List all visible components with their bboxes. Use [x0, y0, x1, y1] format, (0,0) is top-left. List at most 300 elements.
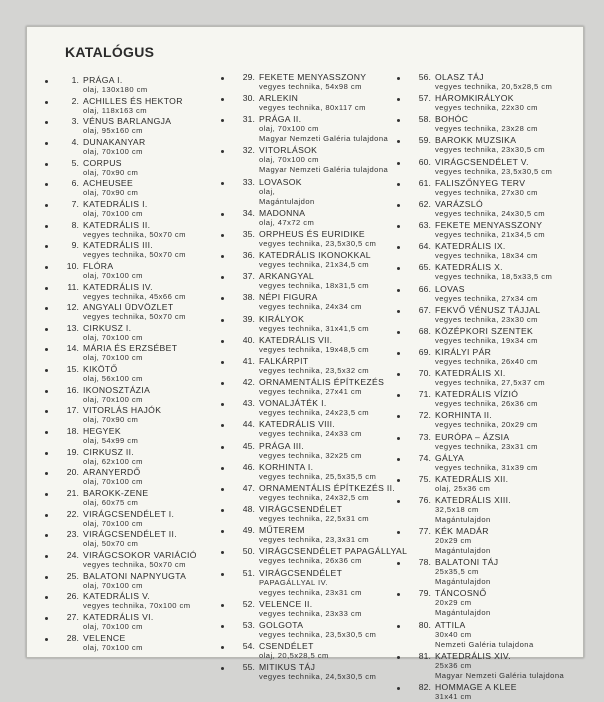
entry-title: VÉNUS BARLANGJA	[83, 116, 172, 126]
entry-title: ORNAMENTÁLIS ÉPÍTKEZÉS II.	[259, 483, 396, 493]
entry-medium: olaj, 47x72 cm	[259, 218, 315, 227]
bullet-mark	[397, 267, 400, 270]
entry-number: 67.	[418, 305, 431, 315]
entry-number: 30.	[242, 93, 255, 103]
entry-number: 15.	[66, 364, 79, 374]
bullet-mark	[221, 150, 224, 153]
entry-number: 40.	[242, 335, 255, 345]
bullet-mark	[221, 340, 224, 343]
bullet-mark	[397, 246, 400, 249]
entry-title: VIRÁGCSENDÉLET II.	[83, 529, 178, 539]
entry-medium: vegyes technika, 50x70 cm	[83, 250, 186, 259]
entry-number: 17.	[66, 405, 79, 415]
entry-detail: Magántulajdon	[435, 608, 491, 617]
entry-title: KATEDRÁLIS IX.	[435, 241, 506, 251]
entry-medium: olaj, 54x99 cm	[83, 436, 139, 445]
entry-title: KIRÁLYI PÁR	[435, 347, 492, 357]
entry-medium: 25x36 cm	[435, 661, 472, 670]
bullet-mark	[221, 646, 224, 649]
entry-detail: Magántulajdon	[435, 577, 491, 586]
entry-medium: olaj, 20,5x28,5 cm	[259, 651, 329, 660]
entry-title: MITIKUS TÁJ	[259, 662, 316, 672]
entry-medium: vegyes technika, 50x70 cm	[83, 560, 186, 569]
bullet-mark	[45, 452, 48, 455]
bullet-mark	[45, 121, 48, 124]
entry-medium: vegyes technika, 45x66 cm	[83, 292, 186, 301]
entry-title: VELENCE II.	[259, 599, 313, 609]
bullet-mark	[45, 328, 48, 331]
entry-detail: Magántulajdon	[259, 197, 315, 206]
entry-number: 10.	[66, 261, 79, 271]
entry-number: 74.	[418, 453, 431, 463]
bullet-mark	[397, 204, 400, 207]
bullet-mark	[397, 331, 400, 334]
entry-number: 75.	[418, 474, 431, 484]
entry-medium: olaj, 56x100 cm	[83, 374, 143, 383]
bullet-mark	[397, 289, 400, 292]
entry-medium: olaj, 70x100 cm	[83, 477, 143, 486]
entry-medium: vegyes technika, 26x40 cm	[435, 357, 538, 366]
bullet-mark	[45, 142, 48, 145]
bullet-mark	[397, 415, 400, 418]
entry-medium: olaj, 62x100 cm	[83, 457, 143, 466]
entry-title: BALATONI NAPNYUGTA	[83, 571, 187, 581]
bullet-mark	[397, 625, 400, 628]
bullet-mark	[397, 98, 400, 101]
entry-medium: vegyes technika, 23x31 cm	[435, 442, 538, 451]
entry-number: 12.	[66, 302, 79, 312]
entry-medium: olaj, 50x70 cm	[83, 539, 139, 548]
bullet-mark	[45, 390, 48, 393]
entry-title: KATEDRÁLIS IKONOKKAL	[259, 250, 371, 260]
entry-title: VITORLÁSOK	[259, 145, 318, 155]
bullet-mark	[221, 604, 224, 607]
bullet-mark	[397, 458, 400, 461]
bullet-mark	[221, 625, 224, 628]
entry-medium: vegyes technika, 24x30,5 cm	[435, 209, 546, 218]
entry-medium: 30x40 cm	[435, 630, 472, 639]
bullet-mark	[397, 562, 400, 565]
entry-medium: olaj, 118x163 cm	[83, 106, 148, 115]
bullet-mark	[397, 310, 400, 313]
entry-number: 21.	[66, 488, 79, 498]
entry-number: 8.	[71, 220, 79, 230]
entry-number: 52.	[242, 599, 255, 609]
entry-title: KATEDRÁLIS XII.	[435, 474, 509, 484]
entry-title: FALISZŐNYEG TERV	[435, 178, 526, 188]
bullet-mark	[397, 225, 400, 228]
entry-medium: vegyes technika, 23x30,5 cm	[435, 145, 546, 154]
entry-title: CORPUS	[83, 158, 122, 168]
bullet-mark	[45, 163, 48, 166]
entry-title: VIRÁGCSENDÉLET PAPAGÁLLYAL	[259, 546, 408, 556]
entry-title: ORNAMENTÁLIS ÉPÍTKEZÉS	[259, 377, 385, 387]
entry-medium: olaj, 70x90 cm	[83, 188, 139, 197]
bullet-mark	[45, 576, 48, 579]
entry-medium: vegyes technika, 26x36 cm	[435, 399, 538, 408]
entry-medium: vegyes technika, 27x34 cm	[435, 294, 538, 303]
entry-medium: vegyes technika, 24,5x30,5 cm	[259, 672, 377, 681]
entry-number: 45.	[242, 441, 255, 451]
entry-title: FLÓRA	[83, 261, 114, 271]
bullet-mark	[45, 80, 48, 83]
entry-title: LOVAS	[435, 284, 465, 294]
entry-title: FEKETE MENYASSZONY	[435, 220, 543, 230]
entry-title: KÉK MADÁR	[435, 526, 489, 536]
entry-title: VIRÁGCSENDÉLET	[259, 504, 343, 514]
entry-title: BALATONI TÁJ	[435, 557, 499, 567]
entry-medium: vegyes technika, 50x70 cm	[83, 312, 186, 321]
entry-number: 76.	[418, 495, 431, 505]
entry-title: ATTILA	[435, 620, 466, 630]
entry-medium: 32,5x18 cm	[435, 505, 479, 514]
entry-medium: vegyes technika, 32x25 cm	[259, 451, 362, 460]
entry-number: 39.	[242, 314, 255, 324]
entry-title: KIRÁLYOK	[259, 314, 305, 324]
entry-number: 47.	[242, 483, 255, 493]
entry-medium: olaj, 130x180 cm	[83, 85, 148, 94]
entry-title: KATEDRÁLIS VIII.	[259, 419, 336, 429]
entry-medium: vegyes technika, 19x34 cm	[435, 336, 538, 345]
bullet-mark	[45, 245, 48, 248]
entry-number: 56.	[418, 72, 431, 82]
entry-number: 59.	[418, 135, 431, 145]
bullet-mark	[45, 266, 48, 269]
entry-title: KATEDRÁLIS VÍZIÓ	[435, 389, 519, 399]
entry-number: 9.	[71, 240, 79, 250]
entry-number: 78.	[418, 557, 431, 567]
bullet-mark	[397, 119, 400, 122]
entry-title: KATEDRÁLIS VI.	[83, 612, 154, 622]
entry-number: 64.	[418, 241, 431, 251]
entry-title: VIRÁGCSENDÉLET	[259, 568, 343, 578]
entry-title: KORHINTA I.	[259, 462, 314, 472]
entry-title: FALKÁRPIT	[259, 356, 309, 366]
bullet-mark	[221, 182, 224, 185]
entry-medium: vegyes technika, 50x70 cm	[83, 230, 186, 239]
entry-title: HÁROMKIRÁLYOK	[435, 93, 514, 103]
bullet-mark	[45, 534, 48, 537]
bullet-mark	[397, 183, 400, 186]
bullet-mark	[397, 531, 400, 534]
entry-number: 35.	[242, 229, 255, 239]
entry-medium: vegyes technika, 24x33 cm	[259, 429, 362, 438]
entry-title: NÉPI FIGURA	[259, 292, 318, 302]
bullet-mark	[45, 493, 48, 496]
entry-title: ARANYERDŐ	[83, 467, 141, 477]
entry-number: 33.	[242, 177, 255, 187]
entry-number: 81.	[418, 651, 431, 661]
entry-title: CSENDÉLET	[259, 641, 314, 651]
bullet-mark	[221, 276, 224, 279]
bullet-mark	[221, 446, 224, 449]
bullet-mark	[45, 101, 48, 104]
entry-detail: Magántulajdon	[435, 546, 491, 555]
bullet-mark	[397, 437, 400, 440]
entry-medium: olaj, 70x100 cm	[259, 124, 319, 133]
entry-medium: vegyes technika, 25,5x35,5 cm	[259, 472, 377, 481]
entry-number: 11.	[67, 282, 79, 292]
entry-title: KATEDRÁLIS X.	[435, 262, 503, 272]
entry-title: VONALJÁTÉK I.	[259, 398, 327, 408]
entry-number: 61.	[418, 178, 431, 188]
entry-title: VELENCE	[83, 633, 126, 643]
entry-title: ACHILLES ÉS HEKTOR	[83, 96, 183, 106]
entry-medium: olaj, 70x90 cm	[83, 415, 139, 424]
entry-medium: olaj, 70x100 cm	[83, 353, 143, 362]
entry-medium: olaj, 70x100 cm	[83, 622, 143, 631]
entry-title: GÁLYA	[435, 453, 465, 463]
entry-number: 58.	[418, 114, 431, 124]
entry-number: 38.	[242, 292, 255, 302]
entry-medium: vegyes technika, 24x34 cm	[259, 302, 362, 311]
bullet-mark	[221, 234, 224, 237]
entry-medium: olaj,	[259, 187, 276, 196]
entry-number: 26.	[66, 591, 79, 601]
entry-title: KATEDRÁLIS VII.	[259, 335, 333, 345]
entry-number: 34.	[242, 208, 255, 218]
entry-title: BAROKK-ZENE	[83, 488, 149, 498]
entry-medium: olaj, 70x90 cm	[83, 168, 139, 177]
entry-title: FEKVŐ VÉNUSZ TÁJJAL	[435, 305, 541, 315]
entry-number: 14.	[66, 343, 79, 353]
bullet-mark	[221, 509, 224, 512]
entry-number: 44.	[242, 419, 255, 429]
bullet-mark	[221, 98, 224, 101]
entry-detail: Magyar Nemzeti Galéria tulajdona	[259, 134, 389, 143]
entry-title: BAROKK MUZSIKA	[435, 135, 517, 145]
entry-number: 5.	[71, 158, 79, 168]
bullet-mark	[397, 77, 400, 80]
entry-number: 24.	[66, 550, 79, 560]
entry-number: 54.	[242, 641, 255, 651]
entry-medium: vegyes technika, 27x41 cm	[259, 387, 362, 396]
entry-title: CIRKUSZ II.	[83, 447, 135, 457]
entry-number: 37.	[242, 271, 255, 281]
entry-medium: olaj, 70x100 cm	[83, 581, 143, 590]
entry-number: 3.	[71, 116, 79, 126]
entry-number: 23.	[66, 529, 79, 539]
entry-medium: 31x41 cm	[435, 692, 472, 701]
entry-medium: vegyes technika, 23,5x30,5 cm	[259, 239, 377, 248]
entry-medium: olaj, 60x75 cm	[83, 498, 139, 507]
entry-medium: olaj, 70x100 cm	[259, 155, 319, 164]
entry-number: 27.	[66, 612, 79, 622]
entry-number: 80.	[418, 620, 431, 630]
entry-title: KIKÖTŐ	[83, 364, 118, 374]
entry-medium: vegyes technika, 23,5x32 cm	[259, 366, 370, 375]
entry-title: TÁNCOSNŐ	[435, 588, 487, 598]
entry-number: 29.	[242, 72, 255, 82]
bullet-mark	[45, 638, 48, 641]
bullet-mark	[45, 348, 48, 351]
bullet-mark	[221, 297, 224, 300]
bullet-mark	[45, 225, 48, 228]
entry-title: VARÁZSLÓ	[435, 199, 484, 209]
entry-detail: vegyes technika, 23x31 cm	[259, 588, 362, 597]
bullet-mark	[45, 596, 48, 599]
entry-number: 4.	[71, 137, 79, 147]
entry-number: 18.	[66, 426, 79, 436]
bullet-mark	[397, 687, 400, 690]
entry-number: 68.	[418, 326, 431, 336]
entry-medium: olaj, 95x160 cm	[83, 126, 143, 135]
entry-title: HOMMAGE A KLEE	[435, 682, 517, 692]
entry-number: 19.	[66, 447, 79, 457]
entry-number: 6.	[71, 178, 79, 188]
bullet-mark	[45, 287, 48, 290]
entry-title: VIRÁGCSOKOR VARIÁCIÓ	[83, 550, 197, 560]
entry-medium: vegyes technika, 22x30 cm	[435, 103, 538, 112]
entry-number: 43.	[242, 398, 255, 408]
bullet-mark	[45, 555, 48, 558]
entry-detail: Magyar Nemzeti Galéria tulajdona	[259, 165, 389, 174]
entry-medium: vegyes technika, 70x100 cm	[83, 601, 191, 610]
entry-medium: vegyes technika, 20x29 cm	[435, 420, 538, 429]
entry-title: IKONOSZTÁZIA	[83, 385, 151, 395]
entry-number: 50.	[242, 546, 255, 556]
bullet-mark	[221, 551, 224, 554]
entry-number: 65.	[418, 262, 431, 272]
entry-number: 70.	[418, 368, 431, 378]
entry-medium: vegyes technika, 27,5x37 cm	[435, 378, 546, 387]
entry-title: KATEDRÁLIS III.	[83, 240, 154, 250]
entry-title: HEGYEK	[83, 426, 121, 436]
entry-title: VITORLÁS HAJÓK	[83, 405, 162, 415]
entry-number: 82.	[418, 682, 431, 692]
entry-number: 16.	[66, 385, 79, 395]
entry-number: 73.	[418, 432, 431, 442]
entry-title: DUNAKANYAR	[83, 137, 146, 147]
entry-medium: 20x29 cm	[435, 598, 472, 607]
entry-number: 25.	[66, 571, 79, 581]
entry-medium: vegyes technika, 19x48,5 cm	[259, 345, 370, 354]
entry-number: 32.	[242, 145, 255, 155]
entry-number: 1.	[71, 75, 79, 85]
entry-number: 46.	[242, 462, 255, 472]
catalog-page	[26, 26, 584, 701]
bullet-mark	[221, 403, 224, 406]
entry-medium: olaj, 70x100 cm	[83, 209, 143, 218]
bullet-mark	[221, 573, 224, 576]
entry-title: PRÁGA I.	[83, 75, 123, 85]
entry-number: 79.	[418, 588, 431, 598]
entry-medium: vegyes technika, 31x41,5 cm	[259, 324, 370, 333]
entry-number: 63.	[418, 220, 431, 230]
bullet-mark	[45, 472, 48, 475]
entry-title: EURÓPA – ÁZSIA	[435, 432, 510, 442]
entry-title: KATEDRÁLIS XI.	[435, 368, 506, 378]
entry-title: CIRKUSZ I.	[83, 323, 132, 333]
entry-medium: vegyes technika, 26x36 cm	[259, 556, 362, 565]
entry-medium: vegyes technika, 27x30 cm	[435, 188, 538, 197]
entry-title: KATEDRÁLIS XIII.	[435, 495, 512, 505]
bullet-mark	[397, 394, 400, 397]
entry-number: 36.	[242, 250, 255, 260]
entry-title: VIRÁGCSENDÉLET V.	[435, 157, 529, 167]
entry-medium: vegyes technika, 23x30 cm	[435, 315, 538, 324]
entry-medium: vegyes technika, 18x31,5 cm	[259, 281, 370, 290]
entry-title: PRÁGA III.	[259, 441, 305, 451]
entry-medium: vegyes technika, 54x98 cm	[259, 82, 362, 91]
entry-number: 7.	[71, 199, 79, 209]
entry-medium: vegyes technika, 18x34 cm	[435, 251, 538, 260]
entry-medium: 20x29 cm	[435, 536, 472, 545]
entry-medium: vegyes technika, 23x28 cm	[435, 124, 538, 133]
entry-number: 20.	[66, 467, 79, 477]
bullet-mark	[397, 479, 400, 482]
bullet-mark	[221, 667, 224, 670]
entry-medium: vegyes technika, 23,5x30,5 cm	[259, 630, 377, 639]
entry-medium: 25x35,5 cm	[435, 567, 479, 576]
bullet-mark	[45, 431, 48, 434]
entry-title: KATEDRÁLIS XIV.	[435, 651, 511, 661]
bullet-mark	[397, 656, 400, 659]
entry-title: KÖZÉPKORI SZENTEK	[435, 326, 534, 336]
bullet-mark	[221, 213, 224, 216]
bullet-mark	[397, 352, 400, 355]
bullet-mark	[221, 77, 224, 80]
entry-title: KORHINTA II.	[435, 410, 493, 420]
entry-title: ARLEKIN	[259, 93, 299, 103]
entry-medium: vegyes technika, 22,5x31 cm	[259, 514, 370, 523]
entry-number: 48.	[242, 504, 255, 514]
entry-detail: Magyar Nemzeti Galéria tulajdona	[435, 671, 565, 680]
page-title: KATALÓGUS	[65, 44, 155, 60]
entry-medium: olaj, 70x100 cm	[83, 395, 143, 404]
entry-medium: vegyes technika, 21x34,5 cm	[259, 260, 370, 269]
entry-title: BOHÓC	[435, 114, 469, 124]
entry-number: 66.	[418, 284, 431, 294]
entry-medium: vegyes technika, 23x33 cm	[259, 609, 362, 618]
entry-detail: Nemzeti Galéria tulajdona	[435, 640, 534, 649]
entry-number: 49.	[242, 525, 255, 535]
entry-medium: vegyes technika, 21x34,5 cm	[435, 230, 546, 239]
entry-title: KATEDRÁLIS V.	[83, 591, 151, 601]
entry-title: ORPHEUS ÉS EURIDIKE	[259, 229, 365, 239]
entry-medium: olaj, 70x100 cm	[83, 147, 143, 156]
bullet-mark	[397, 500, 400, 503]
entry-number: 28.	[66, 633, 79, 643]
entry-title: PRÁGA II.	[259, 114, 302, 124]
entry-medium: vegyes technika, 18,5x33,5 cm	[435, 272, 553, 281]
bullet-mark	[45, 204, 48, 207]
entry-title: ARKANGYAL	[259, 271, 315, 281]
entry-number: 41.	[242, 356, 255, 366]
bullet-mark	[397, 140, 400, 143]
entry-number: 42.	[242, 377, 255, 387]
entry-title: ACHEUSEE	[83, 178, 134, 188]
bullet-mark	[45, 514, 48, 517]
entry-medium: olaj, 25x36 cm	[435, 484, 491, 493]
bullet-mark	[221, 424, 224, 427]
entry-title: OLASZ TÁJ	[435, 72, 484, 82]
entry-medium: olaj, 70x100 cm	[83, 271, 143, 280]
entry-number: 57.	[418, 93, 431, 103]
bullet-mark	[45, 369, 48, 372]
entry-number: 71.	[418, 389, 431, 399]
entry-number: 51.	[242, 568, 255, 578]
bullet-mark	[221, 382, 224, 385]
bullet-mark	[221, 530, 224, 533]
bullet-mark	[45, 617, 48, 620]
entry-number: 62.	[418, 199, 431, 209]
entry-title: FEKETE MENYASSZONY	[259, 72, 367, 82]
entry-medium: vegyes technika, 24x32,5 cm	[259, 493, 370, 502]
entry-medium: vegyes technika, 23,3x31 cm	[259, 535, 370, 544]
entry-number: 22.	[66, 509, 79, 519]
entry-medium: PAPAGÁLLYAL IV.	[259, 578, 328, 587]
